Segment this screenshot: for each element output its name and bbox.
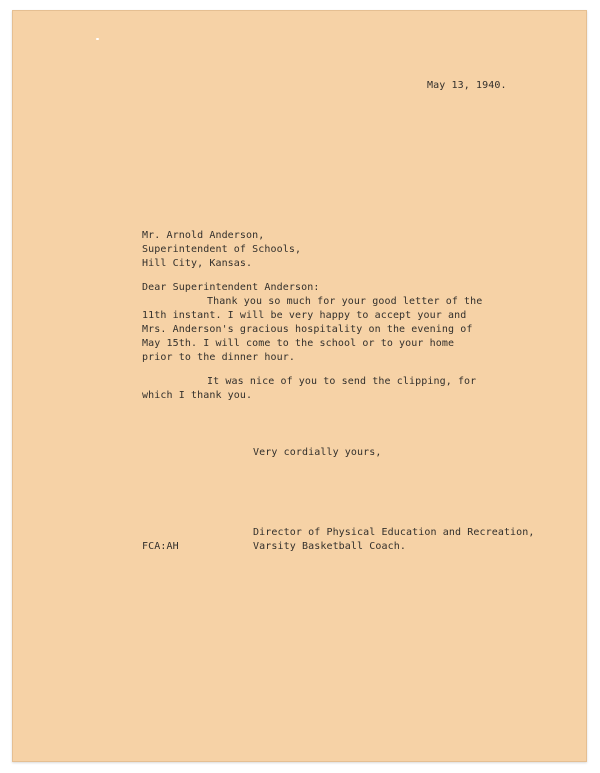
recipient-name: Mr. Arnold Anderson, [142,230,265,241]
body-line: 11th instant. I will be very happy to accept your and [142,310,467,321]
signature-title-line: Director of Physical Education and Recreation, [253,527,535,538]
paper-speck [96,38,99,40]
body-line: Thank you so much for your good letter of the [207,296,483,307]
salutation: Dear Superintendent Anderson: [142,282,320,293]
letter-page [12,10,587,762]
recipient-title: Superintendent of Schools, [142,244,302,255]
body-line: May 15th. I will come to the school or to your home [142,338,455,349]
body-line: Mrs. Anderson's gracious hospitality on the evening of [142,324,473,335]
typist-initials: FCA:AH [142,541,179,552]
signature-title-line: Varsity Basketball Coach. [253,541,407,552]
closing: Very cordially yours, [253,447,382,458]
recipient-location: Hill City, Kansas. [142,258,253,269]
body-line: It was nice of you to send the clipping, for [207,376,477,387]
letter-date: May 13, 1940. [427,80,507,91]
body-line: which I thank you. [142,390,253,401]
body-line: prior to the dinner hour. [142,352,296,363]
